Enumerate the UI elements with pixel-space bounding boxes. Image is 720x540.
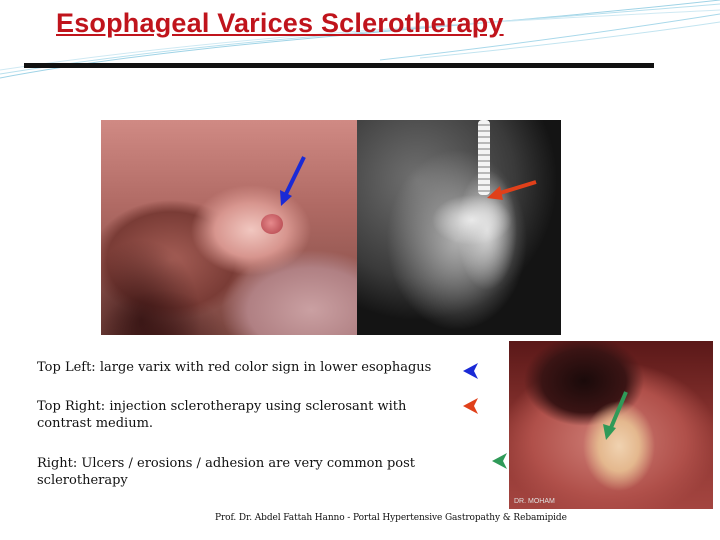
arrow-green-icon <box>603 392 626 440</box>
slide-title: Esophageal Varices Sclerotherapy <box>56 8 504 38</box>
caption-top-right: Top Right: injection sclerotherapy using sclerosant with contrast medium. <box>37 399 407 431</box>
legend-arrow-red-icon <box>463 398 478 414</box>
arrow-blue-icon <box>280 157 304 206</box>
legend-arrow-green-icon <box>492 453 507 469</box>
footer-credit: Prof. Dr. Abdel Fattah Hanno - Portal Hypertensive Gastropathy & Rebamipide <box>215 513 567 523</box>
caption-top-left: Top Left: large varix with red color sign in lower esophagus <box>37 360 432 375</box>
arrow-red-icon <box>487 182 536 200</box>
legend-arrow-blue-icon <box>463 363 478 379</box>
photo-stamp: DR. MOHAM <box>514 498 555 505</box>
caption-right: Right: Ulcers / erosions / adhesion are very common post sclerotherapy <box>37 456 416 488</box>
